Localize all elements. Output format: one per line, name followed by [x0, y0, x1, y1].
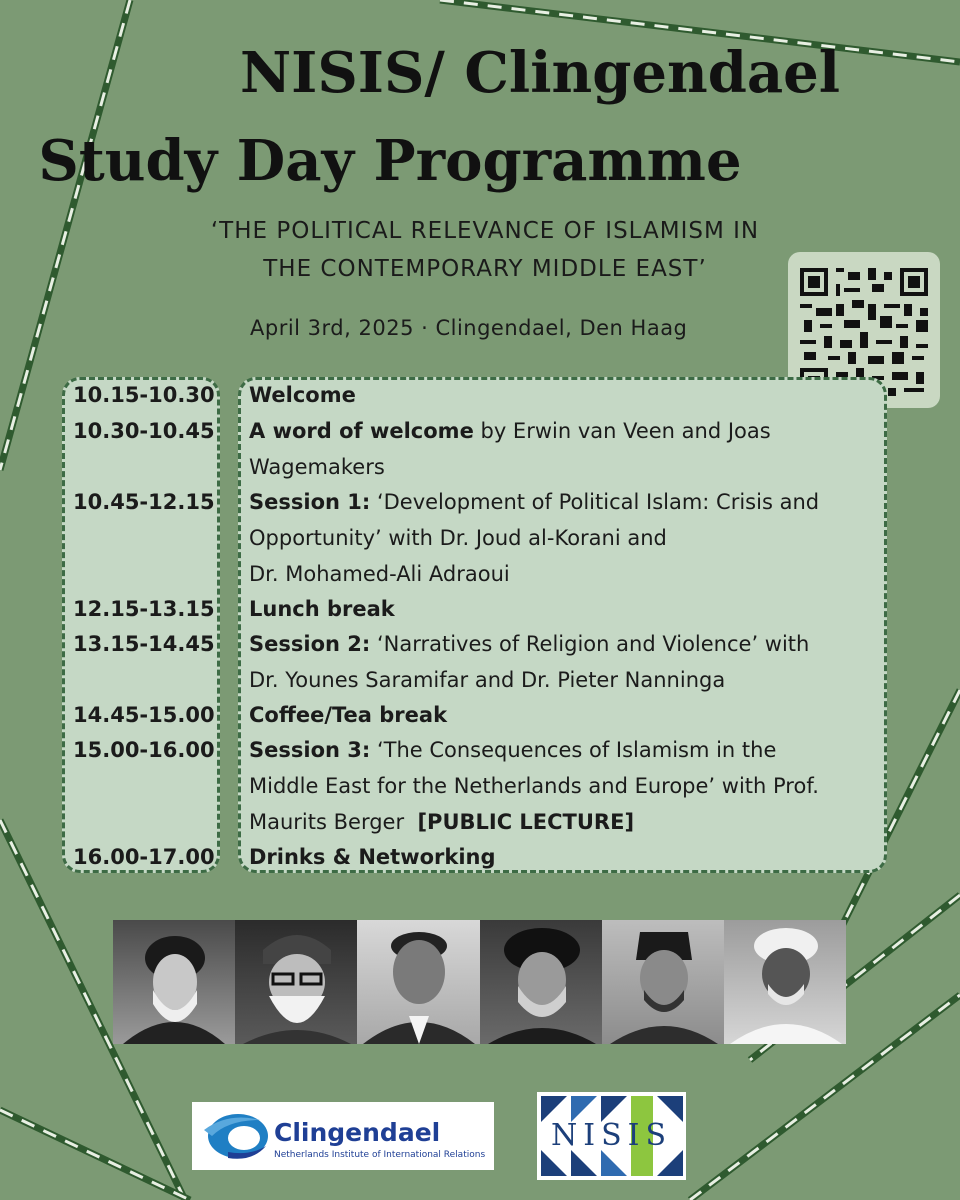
- date-location: April 3rd, 2025 · Clingendael, Den Haag: [250, 316, 688, 340]
- subtitle-line-2: THE CONTEMPORARY MIDDLE EAST’: [263, 256, 707, 282]
- item-title: Session 2:: [249, 632, 371, 656]
- portrait-figure: [357, 920, 479, 1044]
- schedule-time: 10.15-10.30: [73, 383, 215, 407]
- schedule-item: [249, 591, 889, 627]
- clingendael-name: Clingendael: [274, 1118, 441, 1147]
- portrait-strip: [113, 920, 846, 1044]
- schedule-item: [249, 697, 889, 733]
- item-title: Welcome: [249, 383, 356, 407]
- schedule-item: [249, 839, 889, 875]
- portrait-figure: [480, 920, 602, 1044]
- item-title: Session 1:: [249, 490, 371, 514]
- schedule-time: 15.00-16.00: [73, 738, 215, 762]
- item-line: Middle East for the Netherlands and Europe’ with Prof.: [249, 774, 819, 798]
- clingendael-logo-mark-icon: [198, 1106, 272, 1166]
- subtitle-line-1: ‘THE POLITICAL RELEVANCE OF ISLAMISM IN: [210, 218, 760, 244]
- portrait-photo: [357, 920, 479, 1044]
- item-title: A word of welcome: [249, 419, 474, 443]
- public-lecture-tag: [PUBLIC LECTURE]: [417, 810, 635, 834]
- nisis-wordmark: NISIS: [550, 1118, 673, 1153]
- schedule-item: [249, 732, 889, 840]
- item-line: Dr. Mohamed-Ali Adraoui: [249, 562, 510, 586]
- item-title: Drinks & Networking: [249, 845, 496, 869]
- schedule-item: [249, 377, 889, 413]
- item-title: Lunch break: [249, 597, 395, 621]
- item-line: Opportunity’ with Dr. Joud al-Korani and: [249, 526, 667, 550]
- event-subtitle: [120, 212, 850, 288]
- schedule-item: [249, 413, 889, 485]
- portrait-photo: [724, 920, 846, 1044]
- portrait-figure: [724, 920, 846, 1044]
- item-title: Coffee/Tea break: [249, 703, 448, 727]
- item-line: Wagemakers: [249, 455, 385, 479]
- portrait-figure: [602, 920, 724, 1044]
- clingendael-logo[interactable]: [192, 1102, 494, 1170]
- schedule-time: 14.45-15.00: [73, 703, 215, 727]
- item-description: ‘The Consequences of Islamism in the: [370, 738, 777, 762]
- portrait-figure: [235, 920, 357, 1044]
- clingendael-subtitle: Netherlands Institute of International Relations: [274, 1150, 486, 1160]
- schedule-item: [249, 626, 889, 698]
- portrait-photo: [113, 920, 235, 1044]
- item-line: Maurits Berger: [249, 810, 418, 834]
- nisis-logo[interactable]: [537, 1092, 686, 1180]
- schedule-time: 16.00-17.00: [73, 845, 215, 869]
- title-line-1: NISIS/ Clingendael: [239, 40, 841, 106]
- schedule-time: 12.15-13.15: [73, 597, 215, 621]
- item-title: Session 3:: [249, 738, 371, 762]
- schedule-time: 13.15-14.45: [73, 632, 215, 656]
- schedule-time: 10.45-12.15: [73, 490, 215, 514]
- item-line: Dr. Younes Saramifar and Dr. Pieter Nanninga: [249, 668, 726, 692]
- portrait-photo: [235, 920, 357, 1044]
- item-description: ‘Narratives of Religion and Violence’ with: [370, 632, 810, 656]
- item-description: ‘Development of Political Islam: Crisis and: [370, 490, 820, 514]
- item-description: by Erwin van Veen and Joas: [473, 419, 771, 443]
- schedule-item: [249, 484, 889, 592]
- portrait-figure: [113, 920, 235, 1044]
- portrait-photo: [480, 920, 602, 1044]
- portrait-photo: [602, 920, 724, 1044]
- schedule-time: 10.30-10.45: [73, 419, 215, 443]
- title-line-2: Study Day Programme: [38, 128, 742, 194]
